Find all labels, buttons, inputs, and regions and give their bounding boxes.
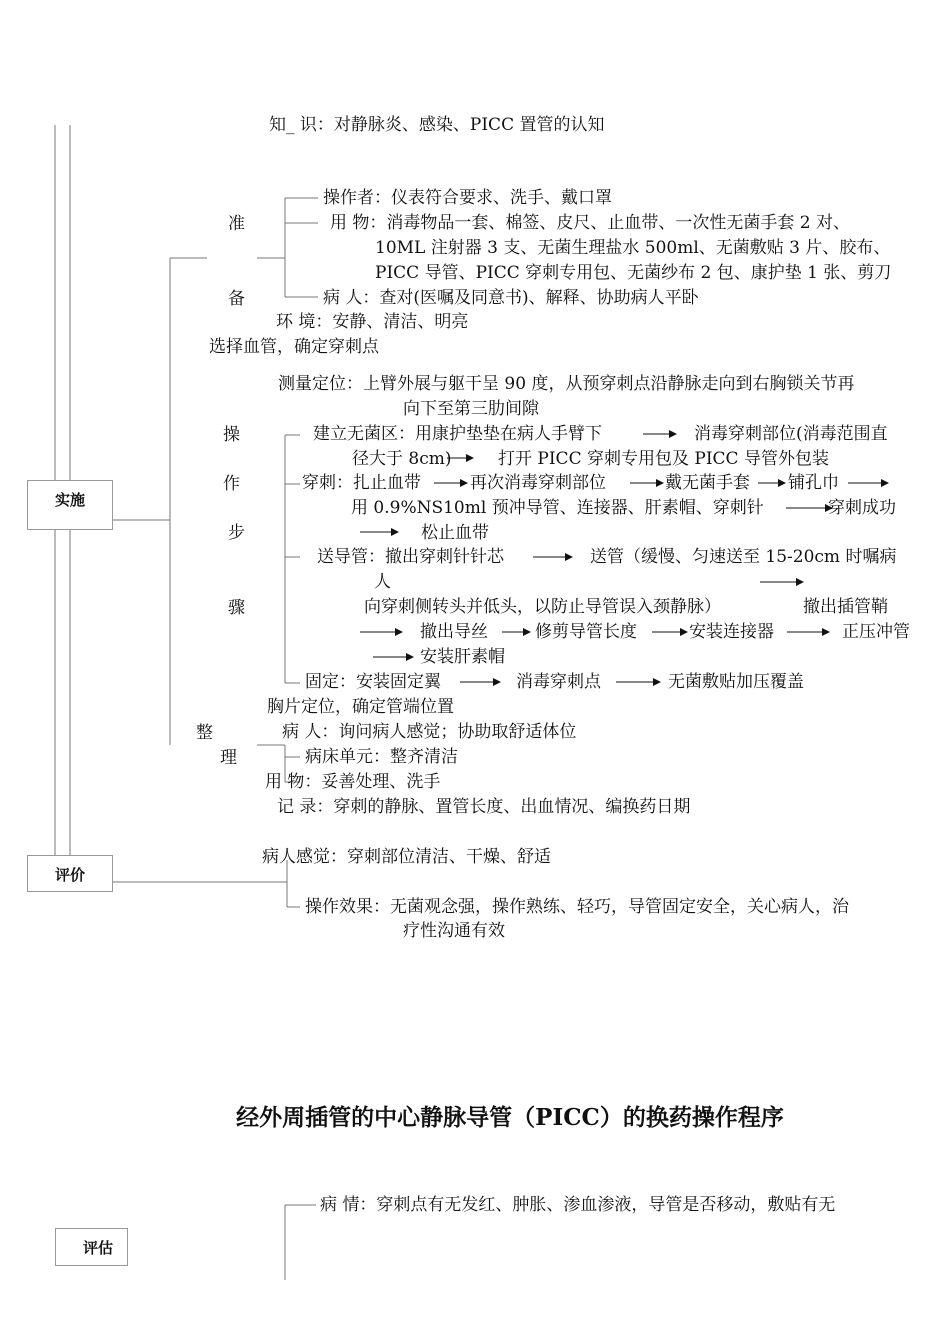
eval-effect-line2: 疗性沟通有效 (403, 921, 505, 941)
group-label-bu: 步 (228, 523, 245, 543)
step-puncture-redisinfect: 再次消毒穿刺部位 (470, 473, 606, 493)
step-choose-vessel: 选择血管，确定穿刺点 (209, 337, 379, 357)
step-cath-remove-sheath: 撤出插管鞘 (803, 597, 888, 617)
step-measure-line1: 测量定位：上臂外展与躯干呈 90 度，从预穿刺点沿静脉走向到右胸锁关节再 (278, 374, 855, 394)
group-label-bei: 备 (228, 289, 245, 309)
step-fix-wing: 固定：安装固定翼 (305, 672, 441, 692)
step-cath-turn-head: 向穿刺侧转头并低头，以防止导管误入颈静脉） (364, 597, 721, 617)
step-cath-heparin-cap: 安装肝素帽 (420, 647, 505, 667)
group-label-zheng: 整 (196, 723, 213, 743)
prep-operator: 操作者：仪表符合要求、洗手、戴口罩 (323, 188, 612, 208)
section-box-pinggu: 评估 (55, 1228, 128, 1266)
tidy-patient: 病 人：询问病人感觉；协助取舒适体位 (282, 722, 577, 742)
group-label-cao: 操 (223, 425, 240, 445)
step-cath-advance: 送管（缓慢、匀速送至 15-20cm 时嘱病 (590, 547, 897, 567)
step-cath-advance-cont: 人 (374, 572, 391, 592)
tidy-record: 记 录：穿刺的静脉、置管长度、出血情况、编换药日期 (277, 797, 691, 817)
step-measure-line2: 向下至第三肋间隙 (403, 399, 539, 419)
section-box-pingjia: 评价 (27, 855, 113, 892)
group-label-zhun: 准 (228, 214, 245, 234)
group-label-li: 理 (220, 748, 237, 768)
step-cath-flush: 正压冲管 (842, 622, 910, 642)
group-label-zuo: 作 (223, 474, 240, 494)
step-cath-connector: 安装连接器 (689, 622, 774, 642)
prep-environment: 环 境：安静、清洁、明亮 (276, 312, 469, 332)
step-cath-remove-guidewire: 撤出导丝 (420, 622, 488, 642)
prep-supplies-line2: 10ML 注射器 3 支、无菌生理盐水 500ml、无菌敷贴 3 片、胶布、 (375, 238, 891, 258)
prep-knowledge: 知_ 识：对静脉炎、感染、PICC 置管的认知 (269, 115, 605, 135)
group-label-zhou: 骤 (228, 598, 245, 618)
step-xray: 胸片定位，确定管端位置 (267, 697, 454, 717)
step-cath-remove-needle: 送导管：撤出穿刺针针芯 (317, 547, 504, 567)
step-open-package: 打开 PICC 穿刺专用包及 PICC 导管外包装 (498, 449, 829, 469)
prep-patient: 病 人：查对(医嘱及同意书)、解释、协助病人平卧 (323, 288, 699, 308)
tidy-bed: 病床单元：整齐清洁 (305, 747, 458, 767)
prep-supplies-line3: PICC 导管、PICC 穿刺专用包、无菌纱布 2 包、康护垫 1 张、剪刀 (375, 263, 892, 283)
step-sterile-zone: 建立无菌区：用康护垫垫在病人手臂下 (313, 424, 602, 444)
tidy-supplies: 用 物：妥善处理、洗手 (265, 772, 441, 792)
step-puncture-tourniquet: 穿刺：扎止血带 (302, 473, 421, 493)
step-disinfect-site: 消毒穿刺部位(消毒范围直 (694, 424, 888, 444)
step-puncture-preflush: 用 0.9%NS10ml 预冲导管、连接器、肝素帽、穿刺针 (351, 498, 764, 518)
step-puncture-gloves: 戴无菌手套 (665, 473, 750, 493)
section-box-shishi: 实施 (27, 480, 113, 530)
step-puncture-drape: 铺孔巾 (788, 473, 839, 493)
step-release-tourniquet: 松止血带 (421, 523, 489, 543)
step-fix-dressing: 无菌敷贴加压覆盖 (668, 672, 804, 692)
eval-feeling: 病人感觉：穿刺部位清洁、干燥、舒适 (262, 847, 551, 867)
assess-condition: 病 情：穿刺点有无发红、肿胀、渗血渗液，导管是否移动，敷贴有无 (320, 1195, 836, 1215)
step-puncture-success: 穿刺成功 (828, 498, 896, 518)
step-cath-trim: 修剪导管长度 (535, 622, 637, 642)
step-disinfect-range: 径大于 8cm) (352, 449, 452, 469)
prep-supplies-line1: 用 物：消毒物品一套、棉签、皮尺、止血带、一次性无菌手套 2 对、 (330, 213, 851, 233)
page-title: 经外周插管的中心静脉导管（PICC）的换药操作程序 (236, 1104, 784, 1131)
eval-effect-line1: 操作效果：无菌观念强，操作熟练、轻巧，导管固定安全，关心病人，治 (305, 897, 849, 917)
step-fix-disinfect: 消毒穿刺点 (516, 672, 601, 692)
